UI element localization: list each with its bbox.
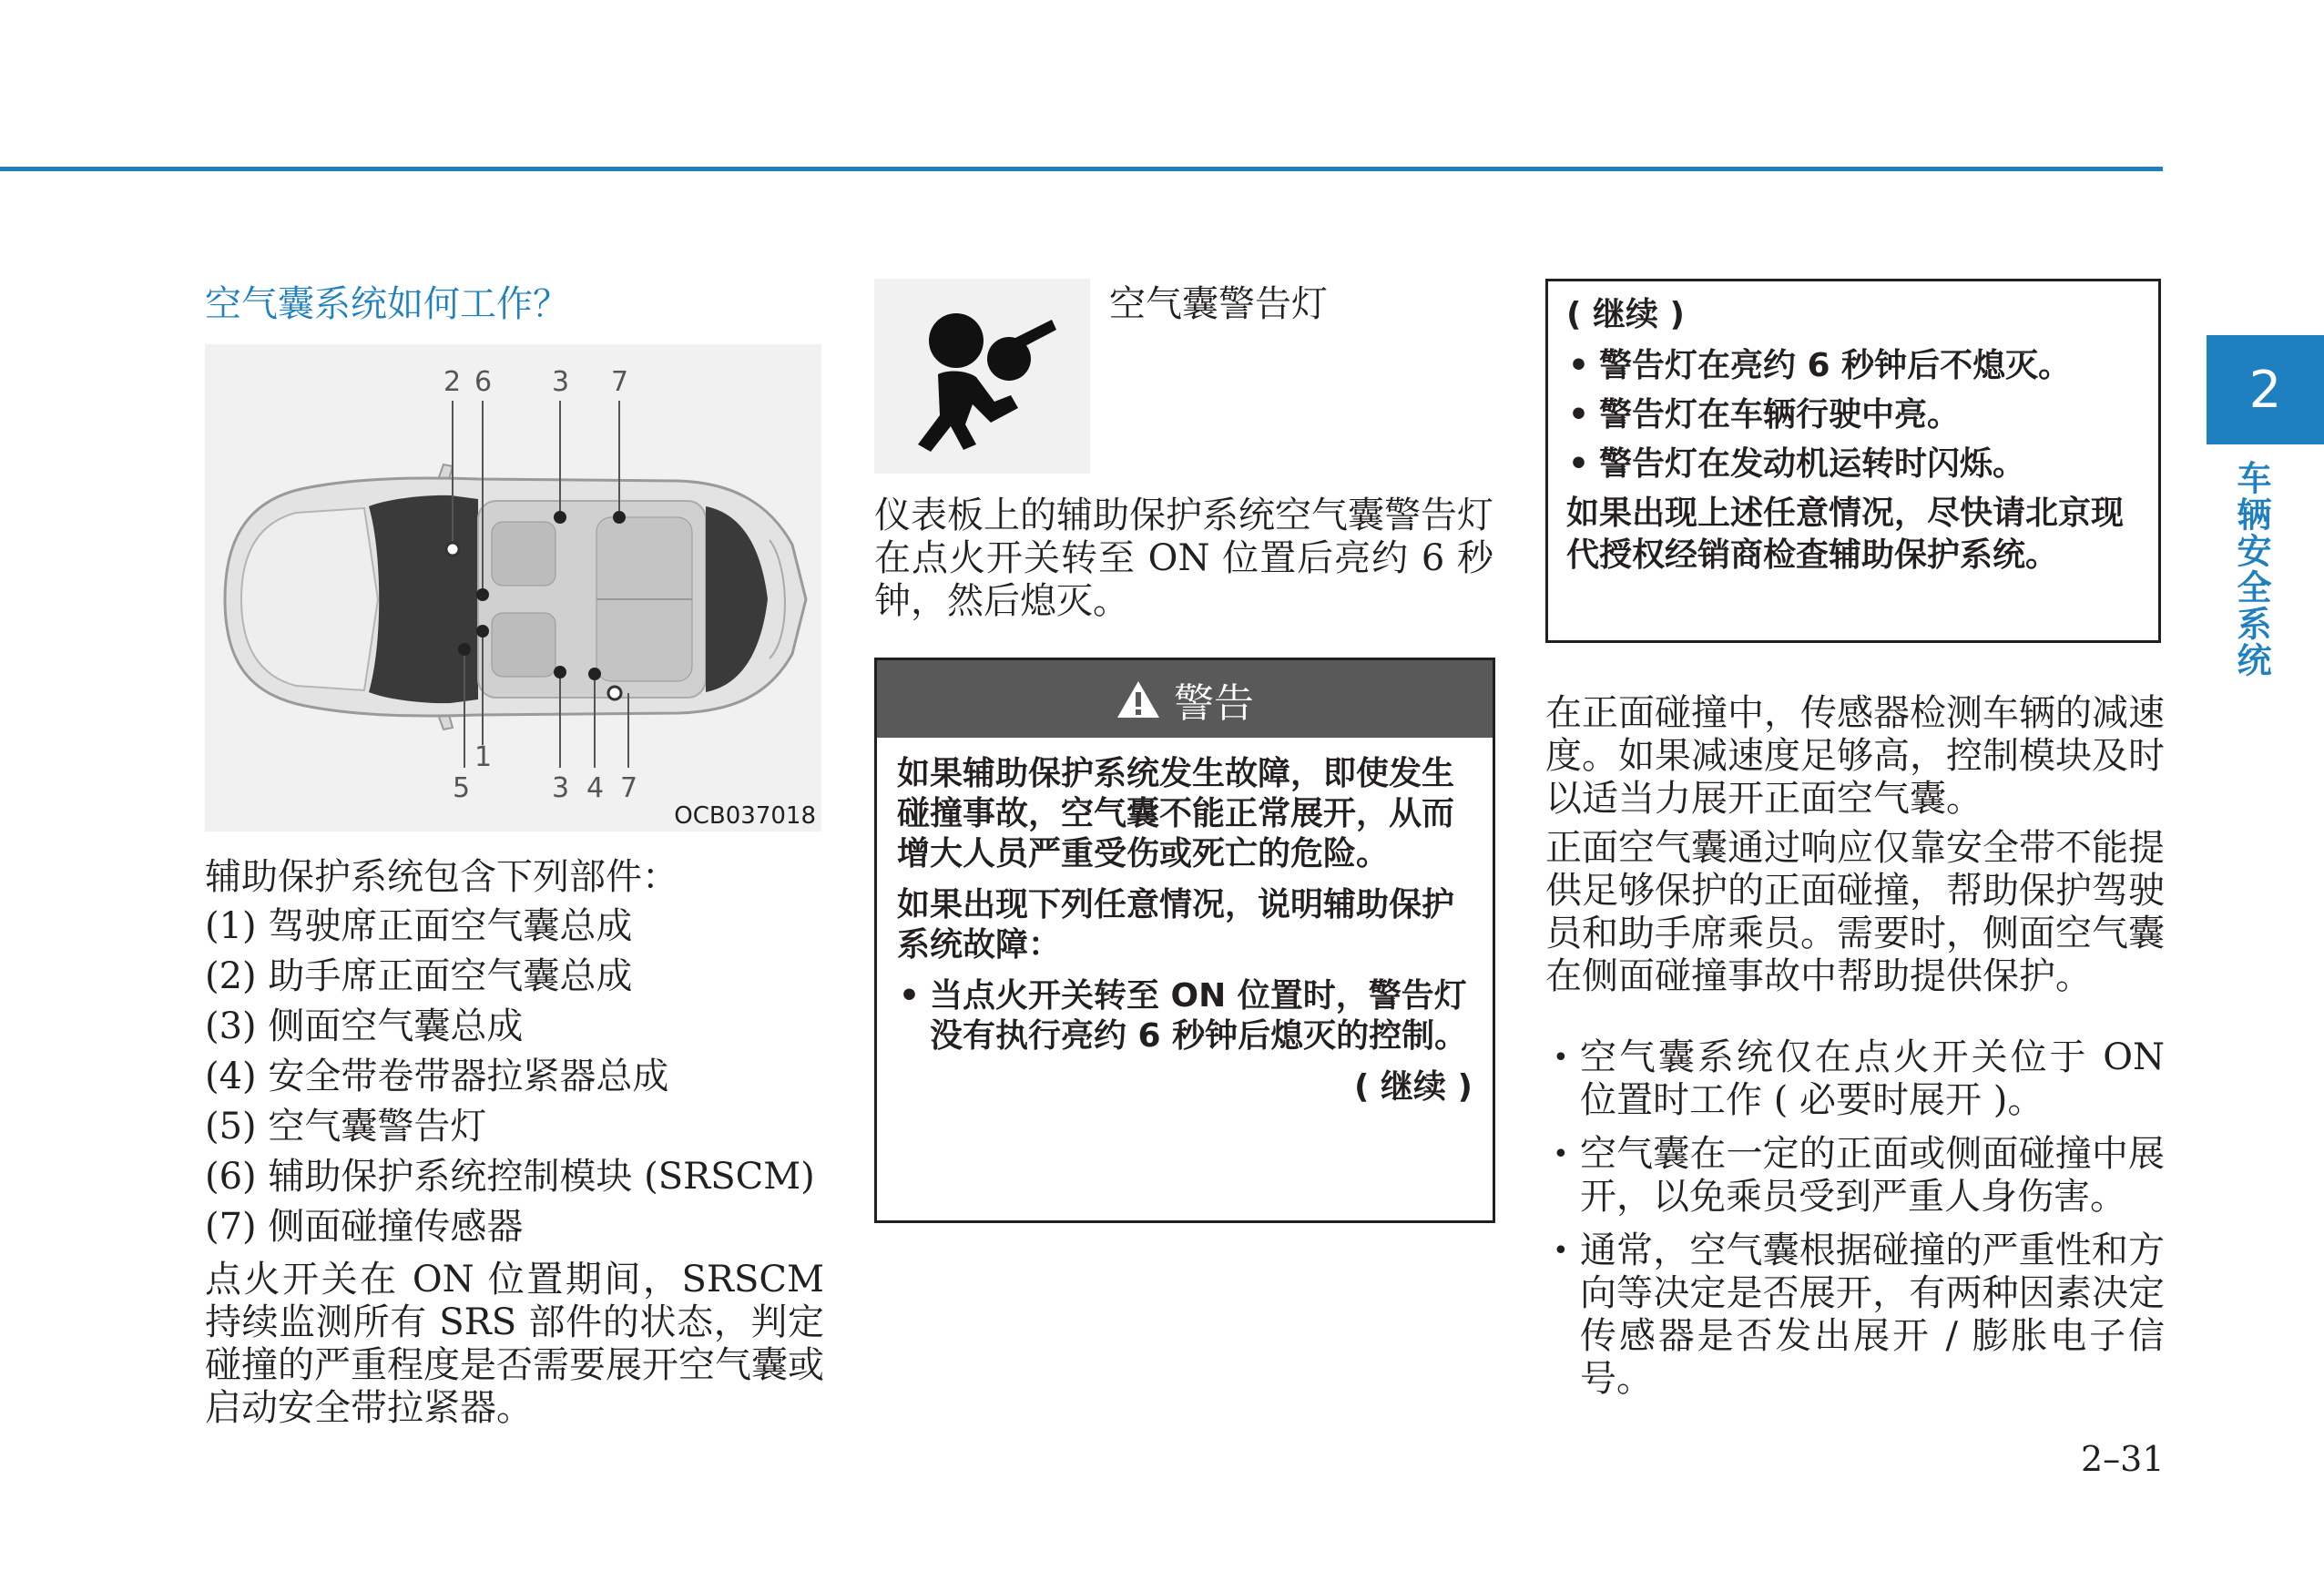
chapter-title: 车辆安全系统 (2231, 460, 2271, 678)
callout-7-bottom: 7 (620, 772, 638, 804)
continued-label: ( 继续 ) (1354, 1068, 1473, 1106)
parts-list (205, 905, 824, 1256)
callout-2: 2 (443, 366, 462, 398)
car-airbag-diagram (205, 344, 821, 831)
list-item: (3) 侧面空气囊总成 (205, 1005, 524, 1047)
continued-bullet: • 警告灯在亮约 6 秒钟后不熄灭。 (1566, 345, 2140, 387)
warning-triangle-icon (1116, 679, 1161, 719)
continued-bullet: • 警告灯在发动机运转时闪烁。 (1566, 444, 2140, 485)
callout-6: 6 (474, 366, 493, 398)
callout-1: 1 (474, 741, 493, 773)
warning-box (874, 658, 1495, 1223)
list-item: • 空气囊在一定的正面或侧面碰撞中展开，以免乘员受到严重人身伤害。 (1545, 1133, 2165, 1219)
callout-3-bottom: 3 (552, 772, 570, 804)
continued-box-note: 如果出现上述任意情况，尽快请北京现代授权经销商检查辅助保护系统。 (1566, 495, 2125, 574)
callout-3-top: 3 (552, 366, 570, 398)
section-heading-airbag-system: 空气囊系统如何工作？ (205, 283, 569, 325)
airbag-notes-list (1545, 1036, 2165, 1412)
section-heading-warning-lamp: 空气囊警告灯 (1109, 283, 1328, 325)
list-item: • 通常，空气囊根据碰撞的严重性和方向等决定是否展开，有两种因素决定传感器是否发出展开 / 膨胀电子信号。 (1545, 1229, 2165, 1401)
frontal-collision-paragraph: 在正面碰撞中，传感器检测车辆的减速度。如果减速度足够高，控制模块及时以适当力展开正面空气囊。 (1545, 692, 2165, 820)
callout-5: 5 (453, 772, 471, 804)
page-number: 2–31 (2081, 1439, 2165, 1479)
warning-lamp-paragraph: 仪表板上的辅助保护系统空气囊警告灯在点火开关转至 ON 位置后亮约 6 秒钟，然后熄灭。 (874, 495, 1493, 622)
chapter-tab: 2 (2207, 335, 2324, 444)
figure-code: OCB037018 (674, 802, 816, 830)
warning-bullet: • 当点火开关转至 ON 位置时，警告灯没有执行亮约 6 秒钟后熄灭的控制。 (897, 976, 1473, 1056)
car-top-view-illustration (205, 344, 821, 831)
list-item: (6) 辅助保护系统控制模块 (SRSCM) (205, 1156, 815, 1198)
airbag-warning-icon-box (874, 279, 1090, 474)
parts-intro: 辅助保护系统包含下列部件： (205, 856, 678, 898)
warning-title: 警告 (1174, 679, 1254, 727)
callout-4: 4 (586, 772, 605, 804)
continued-bullet: • 警告灯在车辆行驶中亮。 (1566, 394, 2140, 436)
warning-header (877, 660, 1493, 738)
continued-warning-box (1545, 279, 2161, 643)
list-item: (5) 空气囊警告灯 (205, 1106, 487, 1148)
list-item: (2) 助手席正面空气囊总成 (205, 955, 633, 997)
srscm-paragraph: 点火开关在 ON 位置期间，SRSCM 持续监测所有 SRS 部件的状态，判定碰撞的严重程度是否需要展开空气囊或启动安全带拉紧器。 (205, 1259, 824, 1429)
warning-paragraph-1: 如果辅助保护系统发生故障，即使发生碰撞事故，空气囊不能正常展开，从而增大人员严重受伤或死亡的危险。 (897, 755, 1455, 872)
list-item: (1) 驾驶席正面空气囊总成 (205, 905, 633, 947)
continued-box-label: ( 继续 ) (1566, 296, 1685, 333)
warning-paragraph-2: 如果出现下列任意情况，说明辅助保护系统故障： (897, 886, 1455, 964)
header-rule (0, 167, 2163, 171)
list-item: (4) 安全带卷带器拉紧器总成 (205, 1056, 669, 1097)
warning-body (877, 738, 1493, 1107)
airbag-warning-icon (874, 279, 1090, 474)
frontal-airbag-paragraph: 正面空气囊通过响应仅靠安全带不能提供足够保护的正面碰撞，帮助保护驾驶员和助手席乘员。需要时，侧面空气囊在侧面碰撞事故中帮助提供保护。 (1545, 827, 2165, 997)
list-item: (7) 侧面碰撞传感器 (205, 1206, 524, 1248)
list-item: • 空气囊系统仅在点火开关位于 ON 位置时工作 ( 必要时展开 )。 (1545, 1036, 2165, 1122)
callout-7-top: 7 (611, 366, 629, 398)
